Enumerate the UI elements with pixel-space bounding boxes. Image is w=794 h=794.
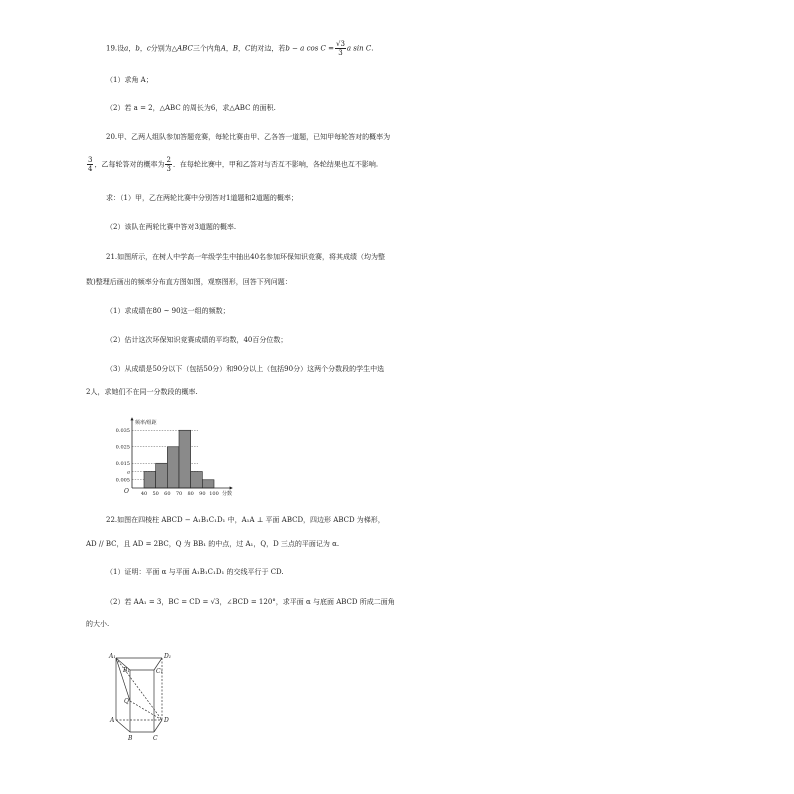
histogram-bar bbox=[156, 463, 168, 488]
q20-stem-line2: $\frac{3}{4}$ ，乙每轮答对的概率为 $\frac{2}{3}$ ．在每轮比赛中，甲和乙答对与否互不影响，各轮结果也互不影响. bbox=[88, 156, 379, 173]
label-d1: D₁ bbox=[164, 653, 172, 660]
histogram-bar bbox=[202, 480, 214, 488]
q19-part2: （2）若 a = 2，△ABC 的周长为6，求△ABC 的面积. bbox=[106, 104, 276, 112]
label-b: B bbox=[128, 735, 133, 742]
q21-part3b: 2人，求她们不在同一分数段的概率. bbox=[86, 388, 198, 396]
histogram-bar bbox=[167, 447, 179, 488]
label-q: Q bbox=[124, 698, 129, 705]
fraction: $\frac{3}{4}$ bbox=[88, 156, 93, 173]
q20-stem-line1: 20.甲、乙两人组队参加答题竞赛，每轮比赛由甲、乙各答一道题，已知甲每轮答对的概率为 bbox=[106, 133, 391, 141]
q22-part2b: 的大小. bbox=[86, 620, 110, 628]
q20-part1: 求：（1）甲，乙在两轮比赛中分别答对1道题和2道题的概率； bbox=[106, 194, 298, 202]
q22-stem-line2: AD // BC，且 AD = 2BC，Q 为 BB₁ 的中点，过 A₁，Q，D 三点的平面记为 α. bbox=[86, 540, 340, 548]
q21-stem-line2: 数)整理后画出的频率分布直方图如图，观察图形，回答下列问题： bbox=[86, 278, 292, 286]
y-tick-label: 0.015 bbox=[115, 461, 130, 468]
edge-a-b bbox=[116, 720, 130, 732]
histogram-chart bbox=[104, 416, 240, 498]
prism-diagram bbox=[104, 648, 184, 744]
q22-part2: （2）若 AA₁ = 3，BC = CD = √3，∠BCD = 120°，求平面 α 与底面 ABCD 所成二面角 bbox=[106, 598, 395, 606]
label-b1: B₁ bbox=[123, 667, 130, 674]
x-tick-label: 80 bbox=[187, 491, 194, 497]
edge-c-d bbox=[154, 720, 162, 732]
q22-stem-line1: 22.如图在四棱柱 ABCD − A₁B₁C₁D₁ 中，A₁A ⊥ 平面 ABCD，四边形 ABCD 为梯形， bbox=[106, 516, 385, 524]
label-a: A bbox=[110, 717, 115, 724]
q21-part2: （2）估计这次环保知识竞赛成绩的平均数，40百分位数； bbox=[106, 336, 288, 344]
origin-label: O bbox=[124, 488, 129, 495]
label-a1: A₁ bbox=[109, 653, 116, 660]
q19-part1: （1）求角 A； bbox=[106, 76, 153, 84]
x-tick-label: 50 bbox=[152, 491, 159, 497]
histogram-bar bbox=[144, 472, 156, 489]
y-axis-label: 频率/组距 bbox=[135, 420, 157, 426]
y-tick-label: 0.005 bbox=[115, 477, 130, 484]
histogram-bar bbox=[191, 472, 203, 489]
x-tick-label: 100 bbox=[209, 491, 219, 497]
q22-part1: （1）证明：平面 α 与平面 A₁B₁C₁D₁ 的交线平行于 CD. bbox=[106, 568, 284, 576]
q21-part1: （1）求成绩在80 ~ 90这一组的频数； bbox=[106, 307, 230, 315]
fraction: $\frac{√3}{3}$ bbox=[335, 40, 345, 57]
label-c: C bbox=[153, 735, 158, 742]
q21-stem-line1: 21.如图所示，在树人中学高一年级学生中抽出40名参加环保知识竞赛，将其成绩（均为整 bbox=[106, 253, 386, 261]
q21-part3: （3）从成绩是50分以下（包括50分）和90分以上（包括90分）这两个分数段的学生中选 bbox=[106, 365, 385, 373]
label-c1: C₁ bbox=[156, 668, 163, 675]
x-tick-label: 90 bbox=[199, 491, 206, 497]
y-tick-label: 0.035 bbox=[115, 428, 130, 435]
fraction: $\frac{2}{3}$ bbox=[166, 156, 171, 173]
y-tick-label: 0.025 bbox=[115, 444, 130, 451]
x-tick-label: 40 bbox=[140, 491, 148, 497]
x-tick-label: 60 bbox=[164, 491, 171, 497]
label-d: D bbox=[164, 717, 169, 724]
x-tick-label: 70 bbox=[175, 491, 183, 497]
histogram-bar bbox=[179, 430, 191, 488]
q20-part2: （2）该队在两轮比赛中答对3道题的概率. bbox=[106, 223, 237, 231]
q19-stem: 19.设a，b，c分别为△ABC三个内角A，B，C的对边，若b − a cos C = $\frac{√3}{3}$ a sin C. bbox=[106, 40, 374, 57]
x-axis-label: 分数 bbox=[222, 491, 233, 497]
section-q-d bbox=[130, 701, 162, 720]
y-tick-label: a bbox=[127, 469, 130, 476]
